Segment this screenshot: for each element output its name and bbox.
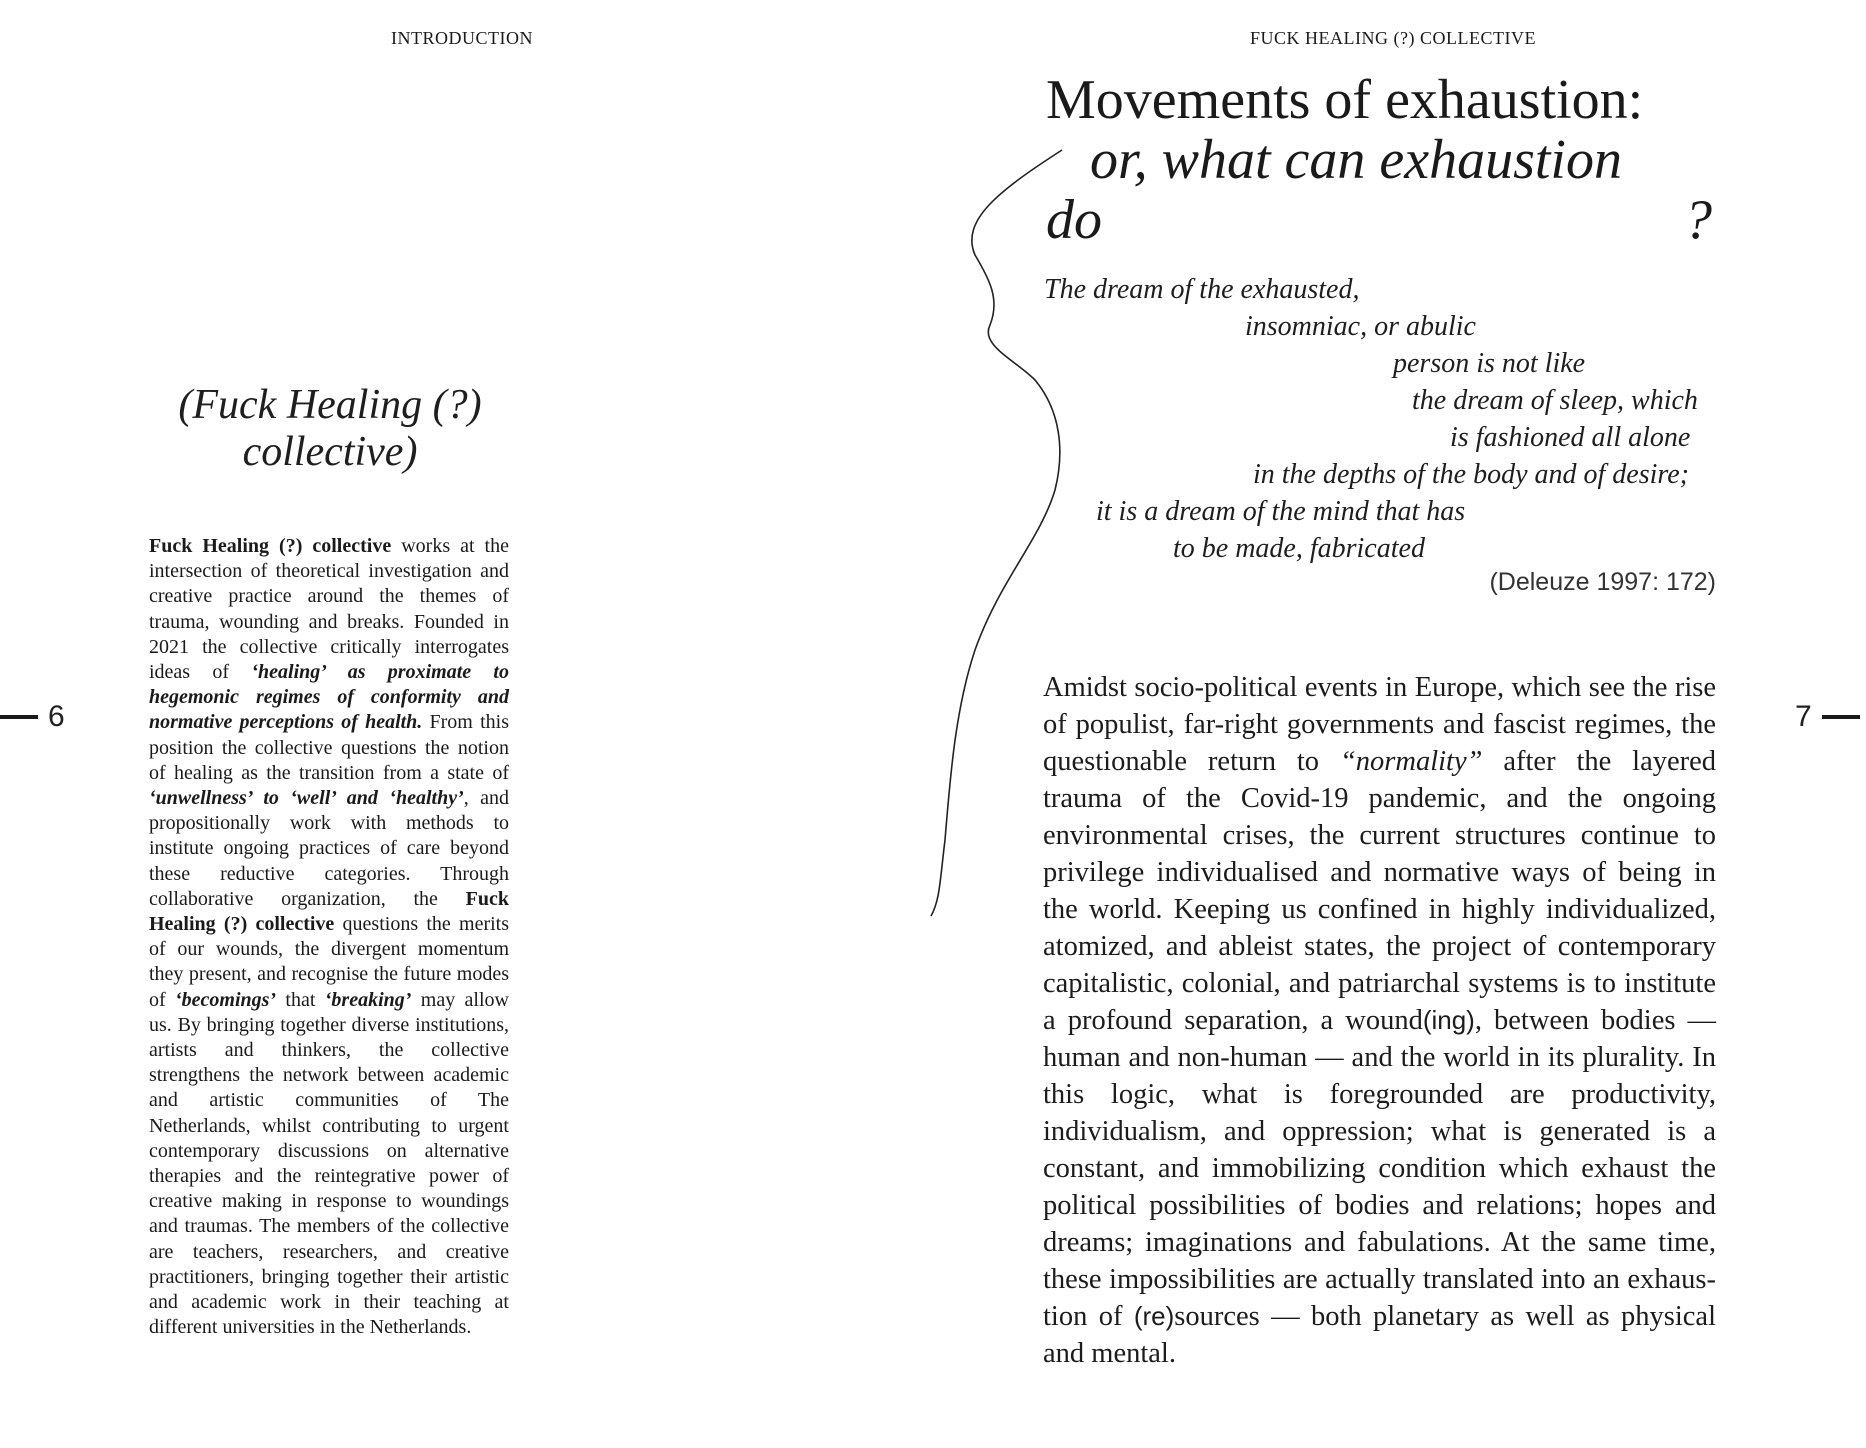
quote-citation: (Deleuze 1997: 172) (1489, 568, 1716, 596)
chapter-title-line2: or, what can exhaustion (1090, 129, 1622, 191)
bio-s12: may allow us. By bringing together diverse institutions, artists and thinkers, the collective strengthens the network between academic and artistic communities of The Netherlands, whilst contributing to urgent contemporary discussions on alternative therapies and the reintegrative power of creative making in response to woundings and traumas. The members of the collective are teachers, researchers, and creative practitioners, bringing together their artistic and academic work in their teaching at different universities in the Netherlands. (149, 988, 509, 1339)
bio-s6: , and propositionally work with methods to institute ongoing practices of care beyond these reductive categories. Through collaborative organization, the (149, 787, 509, 910)
body-p5: , between bodies — human and non-human — and the world in its plurality. In this logic, what is foregrounded are productivity, individualism, and oppression; what is generated is a constant, and immobilizing condition which exhaust the political possibilities of bodies and relations; hopes and dreams; imaginations and fabulations. At the same time, these impossibilities are actually translated into an exhaustion of (1043, 1004, 1716, 1332)
quote-line: it is a dream of the mind that has (1096, 496, 1466, 527)
page-number-right-text: 7 (1795, 700, 1812, 733)
chapter-title (1046, 70, 1716, 250)
body-p3: after the layered trauma of the Covid-19 pandemic, and the ongoing environmental crises, the current structures continue to privilege individualised and normative ways of being in the world. Keeping us confined in highly individualized, atomized, and ableist states, the project of contemporary capitalistic, colonial, and patriarchal systems is to institute a profound separation, a wound (1043, 745, 1717, 1036)
bio-s9: ‘becomings’ (175, 988, 277, 1011)
bio-s7: Fuck Healing (?) collective (149, 887, 509, 936)
running-head-right: FUCK HEALING (?) COLLECTIVE (1250, 28, 1536, 48)
bio-s4: From this position the collective questions the notion of healing as the transition from a state of (149, 711, 509, 784)
body-p4: (ing) (1422, 1004, 1475, 1035)
bio-s1: Fuck Healing (?) collective (149, 535, 392, 557)
quote-line: is fashioned all alone (1450, 422, 1691, 453)
chapter-title-line3 (1046, 190, 1716, 250)
body-p1: Amidst socio-political events in Europe, which see the rise of populist, far-right governments and fascist regimes, the questionable return to (1043, 671, 1716, 777)
bio-s11: ‘breaking’ (324, 988, 412, 1011)
page-number-left-text: 6 (48, 700, 65, 733)
chapter-title-question-mark: ? (1684, 189, 1712, 251)
quote-line: the dream of sleep, which (1412, 385, 1698, 416)
bio-s2: works at the intersection of theoretical investigation and creative practice around the themes of trauma, wounding and breaks. Founded in 2021 the collective critically interrogates ideas of (149, 535, 509, 684)
quote-line: insomniac, or abulic (1245, 311, 1476, 342)
bio-s5: ‘unwellness’ to ‘well’ and ‘healthy’ (149, 787, 464, 810)
body-p6: (re) (1133, 1300, 1175, 1331)
epigraph-quote (1040, 271, 1716, 567)
body-paragraph (1043, 669, 1716, 1372)
chapter-title-line1: Movements of exhaustion: (1046, 69, 1644, 131)
bio-s3: ‘healing’ as proximate to hegemonic regimes of conformity and normative perceptions of health. (149, 661, 509, 734)
body-p2: “normality” (1339, 745, 1483, 777)
left-title-line1: (Fuck Healing (?) (178, 382, 482, 428)
quote-line: person is not like (1393, 348, 1586, 379)
quote-line: The dream of the exhausted, (1044, 274, 1360, 305)
bio-s8: questions the merits of our wounds, the divergent momentum they present, and recognise the future modes of (149, 913, 510, 1011)
quote-line: in the depths of the body and of desire; (1253, 459, 1689, 490)
chapter-title-do: do (1046, 189, 1102, 251)
left-title-line2: collective) (242, 429, 418, 475)
bio-s10: that (276, 988, 325, 1011)
running-head-left: INTRODUCTION (391, 28, 533, 48)
quote-line: to be made, fabricated (1173, 533, 1425, 564)
body-p7: sources — both planetary as well as physical and mental. (1043, 1300, 1716, 1369)
